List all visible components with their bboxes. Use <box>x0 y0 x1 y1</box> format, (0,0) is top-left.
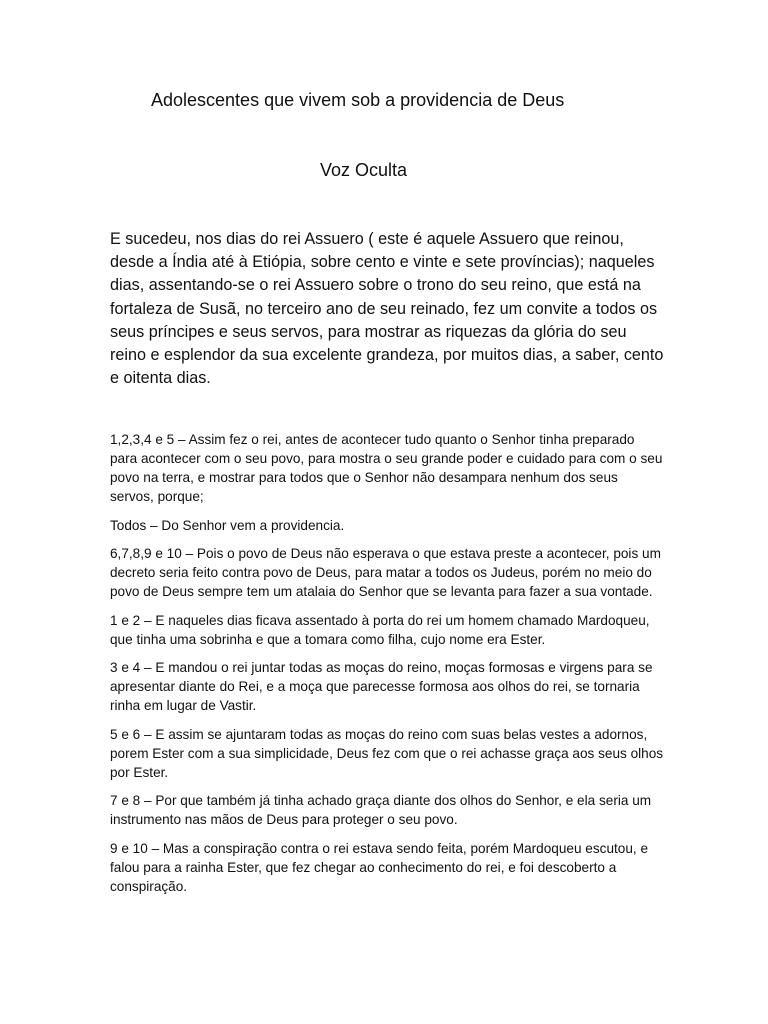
intro-paragraph: E sucedeu, nos dias do rei Assuero ( este é aquele Assuero que reinou, desde a Índia até à Etiópia, sobre cento e vinte e sete províncias); naqueles dias, assentando-se o rei Assuero sobre o trono do seu reino, que está na fortaleza de Susã, no terceiro ano de seu reinado, fez um convite a todos os seus príncipes e seus servos, para mostrar as riquezas da glória do seu reino e esplendor da sua excelente grandeza, por muitos dias, a saber, cento e oitenta dias. <box>110 230 664 388</box>
verse-paragraph: Todos – Do Senhor vem a providencia. <box>110 517 345 533</box>
verse-paragraph: 5 e 6 – E assim se ajuntaram todas as moças do reino com suas belas vestes a adornos, porem Ester com a sua simplicidade, Deus fez com que o rei achasse graça aos seus olhos por Ester. <box>110 726 664 780</box>
verse-paragraph: 1 e 2 – E naqueles dias ficava assentado à porta do rei um homem chamado Mardoqueu, que tinha uma sobrinha e que a tomara como filha, cujo nome era Ester. <box>110 612 650 647</box>
verse-paragraph: 1,2,3,4 e 5 – Assim fez o rei, antes de acontecer tudo quanto o Senhor tinha preparado para acontecer com o seu povo, para mostra o seu grande poder e cuidado para com o seu povo na terra, e mostrar para todos que o Senhor não desampara nenhum dos seus servos, porque; <box>110 432 663 504</box>
document-title: Adolescentes que vivem sob a providencia de Deus <box>151 90 565 110</box>
verses-list <box>110 430 665 905</box>
verse-paragraph: 6,7,8,9 e 10 – Pois o povo de Deus não esperava o que estava preste a acontecer, pois um decreto seria feito contra povo de Deus, para matar a todos os Judeus, porém no meio do povo de Deus sempre tem um atalaia do Senhor que se levanta para fazer a sua vontade. <box>110 546 661 599</box>
document-subtitle: Voz Oculta <box>320 160 408 180</box>
verse-paragraph: 3 e 4 – E mandou o rei juntar todas as moças do reino, moças formosas e virgens para se apresentar diante do Rei, e a moça que parecesse formosa aos olhos do rei, se tornaria rinha em lugar de Vastir. <box>110 660 653 713</box>
verse-paragraph: 9 e 10 – Mas a conspiração contra o rei estava sendo feita, porém Mardoqueu escutou, e falou para a rainha Ester, que fez chegar ao conhecimento do rei, e foi descoberto a conspiração. <box>110 840 649 894</box>
verse-paragraph: 7 e 8 – Por que também já tinha achado graça diante dos olhos do Senhor, e ela seria um instrumento nas mãos de Deus para proteger o seu povo. <box>110 793 652 827</box>
